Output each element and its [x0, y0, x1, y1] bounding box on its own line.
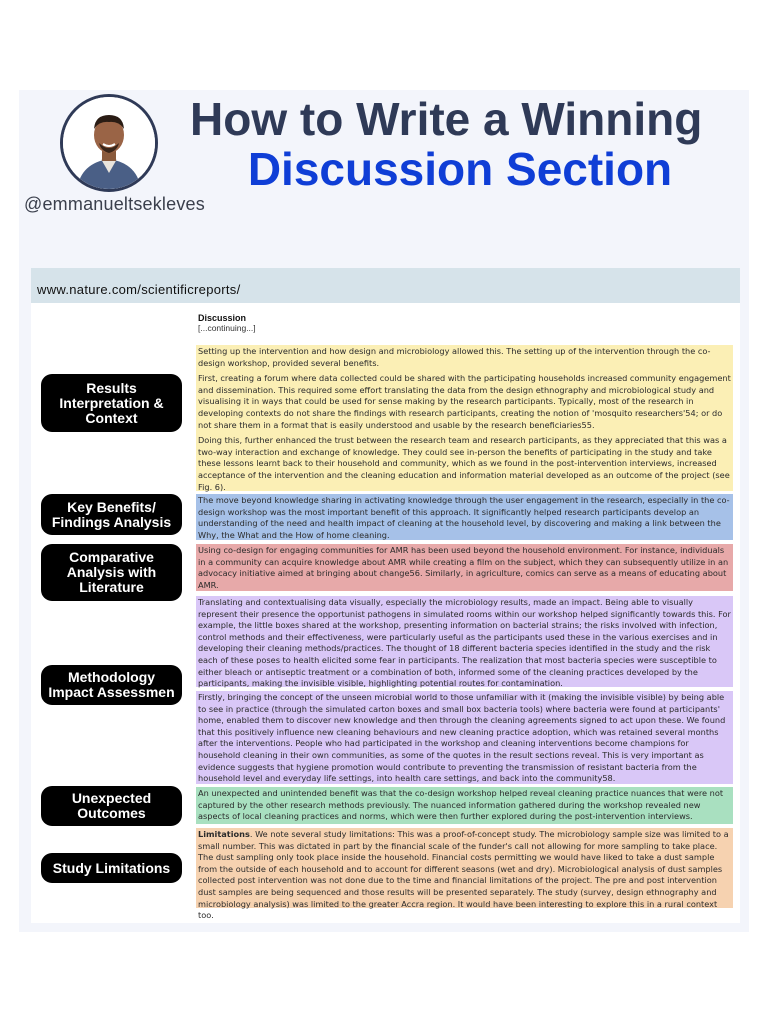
- limitations-highlight-block: [196, 828, 733, 921]
- paragraph: The move beyond knowledge sharing in activating knowledge through the user engagement in the research, especially in the co-design workshop was the most important benefit of this approach. It significantly helped research participants develop an understanding of the need and health impact of cleaning at the household level, by discovering and making a link between the Why, the What and the How of home cleaning.: [198, 495, 730, 540]
- url-text: www.nature.com/scientificreports/: [37, 282, 241, 297]
- person-photo-icon: [63, 97, 155, 189]
- label-comparative-analysis: Comparative Analysis with Literature: [41, 544, 182, 601]
- paragraph: First, creating a forum where data collected could be shared with the participating households increased community engagement and dissemination. This required some effort translating the data from the design ethnography and microbiological study and visualising it in ways that could be used for sense making by the research participants. Typically, most of the research in developing contexts do not share the findings with research participants, creating the notion of 'mosquito researchers'54; or do not share them in a format that is easily understood and usable by the research beneficiaries55.: [198, 373, 731, 430]
- label-results-interpretation: Results Interpretation & Context: [41, 374, 182, 432]
- limitations-label: Limitations: [198, 829, 250, 839]
- paragraph: Firstly, bringing the concept of the unseen microbial world to those unfamiliar with it (making the invisible visible) by being able to see in practice (through the simulated carton boxes and small box bacteria tools) where bacteria were found at participants' home, enabled them to discover new knowledge and then through the cleaning agreements signed to act upon these. We found that this positively influence new cleaning behaviours and new cleaning practice adoption, which was retained several months after the interventions. People who had participated in the workshop and cleaning interventions become champions for household cleaning in their own communities, as some of the quotes in the result sections reveal. This is very important as evidence suggests that hygiene promotion would contribute to preventing the transmission of resistant bacteria from the household level and everyday life settings, into health care settings, and back into the community58.: [198, 692, 726, 784]
- paragraph: An unexpected and unintended benefit was that the co-design workshop helped reveal cleaning practice nuances that were not captured by the other research methods previously. The nuanced information gathered during the workshop revealed new aspects of local cleaning practices and norms, which were then further explored during the post-intervention interviews.: [198, 788, 724, 822]
- label-unexpected-outcomes: Unexpected Outcomes: [41, 786, 182, 826]
- paragraph: Translating and contextualising data visually, especially the microbiology results, made an impact. Being able to visually represent their presence the opportunist pathogens in simulated rooms within our workshop helped significantly towards this. For example, the little boxes shared at the workshop, presenting information on bacterial strains; the risks involved with infection, control methods and their effectiveness, were particularly useful as the participants used these in the various exercises and in developing their cleaning methods/practices. The thought of 18 different bacteria species identified in the study and the risk each of these poses to health elicited some fear in participants. The realization that most bacteria species were susceptible to either bleach or antiseptic treatment or a combination of both, informed some of the cleaning practices developed by the participants, making the invisible visible, highlighting potential routes for contamination.: [198, 597, 731, 689]
- paragraph: Doing this, further enhanced the trust between the research team and research participants, as they appreciated that this was a two-way interaction and exchange of knowledge. They could see in-person the benefits of participating in the study and take these lessons learnt back to their household and community, which as we found in the post-intervention interviews, increased acceptance of the intervention and the cleaning education and information material developed as an outcome of the project (see Fig. 6).: [198, 435, 730, 492]
- label-key-benefits: Key Benefits/ Findings Analysis: [41, 494, 182, 535]
- paragraph: Using co-design for engaging communities for AMR has been used beyond the household environment. For instance, individuals in a community can acquire knowledge about AMR while creating a film on the subject, which they can subsequently utilize in an advocacy initiative aimed at bringing about change56. Similarly, in agriculture, comics can serve as a means of educating about AMR.: [198, 545, 729, 590]
- methodology-highlight-block-2: [196, 691, 733, 784]
- methodology-highlight-block-1: [196, 596, 733, 687]
- discussion-heading: Discussion: [198, 313, 247, 323]
- title-line-2: Discussion Section: [247, 143, 673, 195]
- author-avatar: [60, 94, 158, 192]
- paragraph: [198, 829, 731, 922]
- results-highlight-block: [196, 345, 733, 491]
- label-study-limitations: Study Limitations: [41, 853, 182, 883]
- unexpected-highlight-block: [196, 787, 733, 824]
- title-line-1: How to Write a Winning: [190, 93, 703, 145]
- limitations-text: . We note several study limitations: This was a proof-of-concept study. The microbiology sample size was limited to a small number. This was dictated in part by the financial scale of the funder's call not allowing for more sampling to take place. The dust sampling only took place inside the household. Financial costs permitting we would have liked to take a dust sample from the outside of each household and to account for different seasons (wet and dry). Microbiological analysis of dust samples collected post intervention was not done due to the time and financial limitations of the project. The pre and post intervention dust samples are being sequenced and those results will be presented separately. The study (survey, design ethnography and microbiology analysis) was limited to the greater Accra region. It would have been interesting to explore this in a rural context too.: [198, 829, 729, 921]
- continuing-note: [...continuing...]: [198, 323, 256, 333]
- paragraph: Setting up the intervention and how design and microbiology allowed this. The setting up of the intervention through the co-design workshop, provided several benefits.: [198, 346, 711, 368]
- label-methodology-impact: Methodology Impact Assessmen: [41, 665, 182, 705]
- comparative-highlight-block: [196, 544, 733, 591]
- benefits-highlight-block: [196, 494, 733, 540]
- author-handle: @emmanueltsekleves: [24, 194, 205, 214]
- url-bar: [31, 268, 740, 303]
